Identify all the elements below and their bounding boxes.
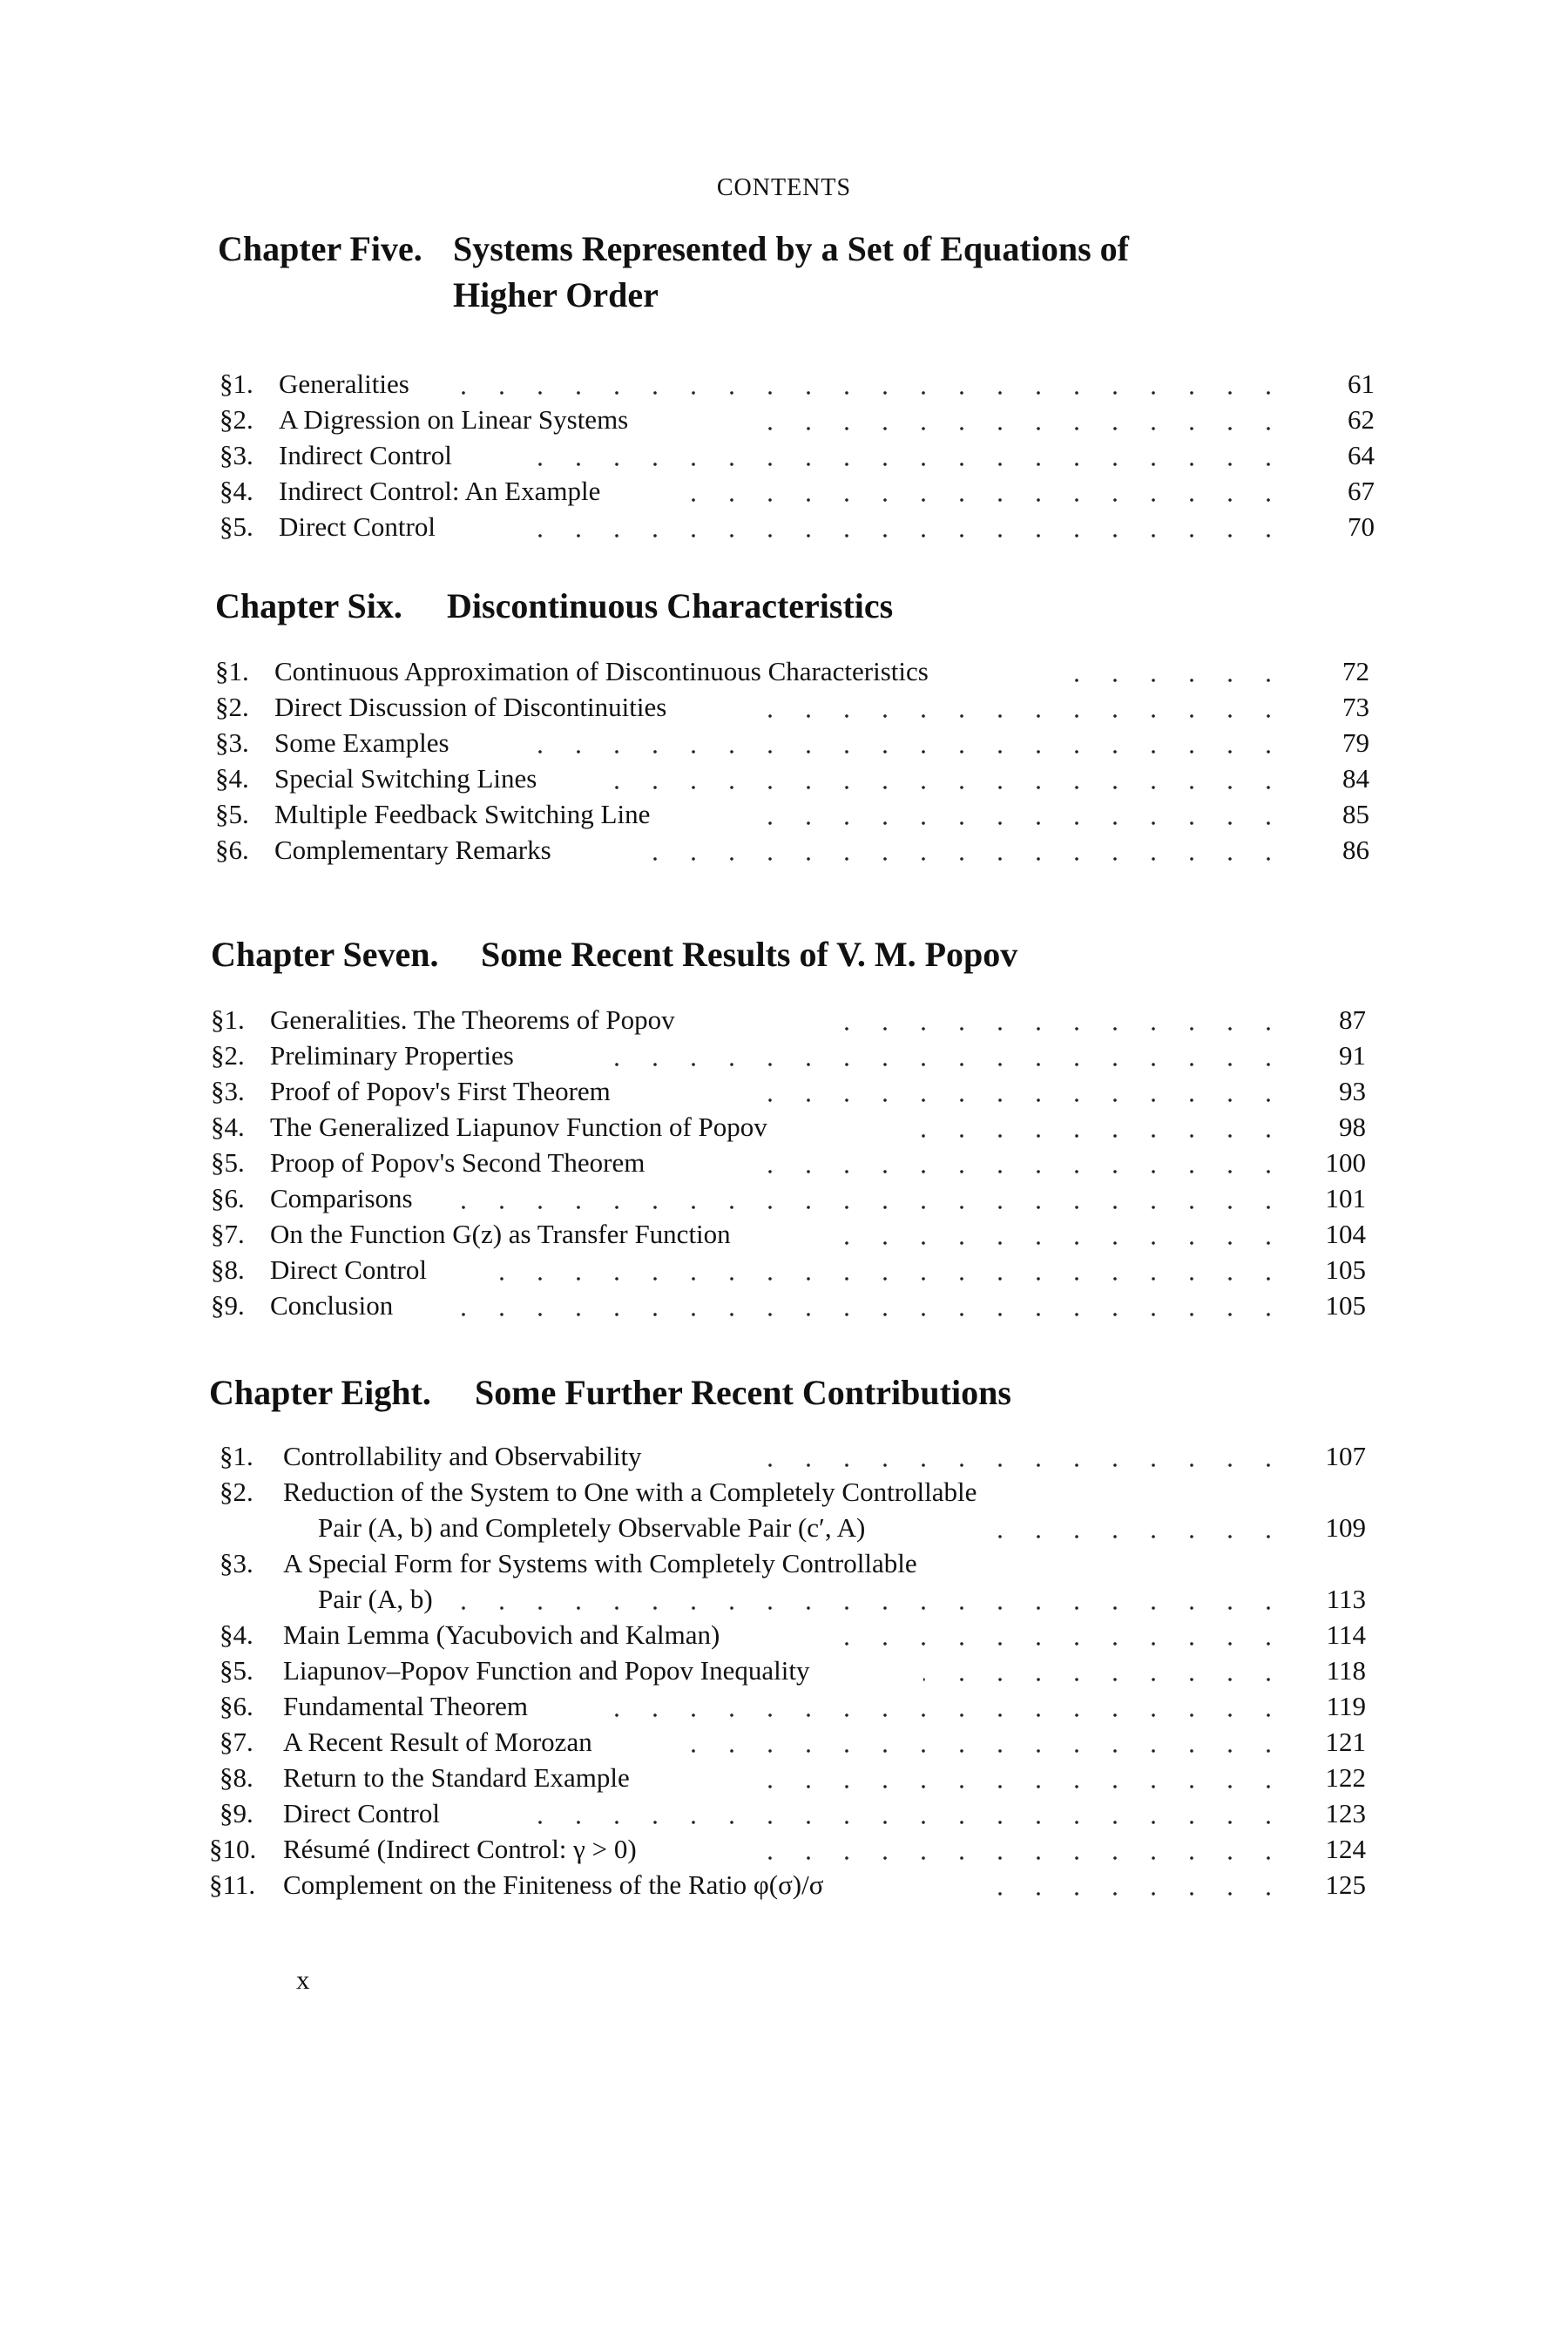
dot-leader [749,1856,1288,1860]
toc-entry[interactable] [0,1438,1568,1474]
toc-entry[interactable] [0,1145,1568,1180]
section-number: §6. [215,835,249,865]
toc-entry[interactable] [0,796,1568,832]
section-title-line1: Reduction of the System to One with a Completely Controllable [283,1477,977,1507]
page-number: 113 [1326,1584,1366,1614]
section-title: Preliminary Properties [270,1040,514,1071]
section-title: Complementary Remarks [274,835,551,865]
section-number: §1. [211,1004,245,1035]
toc-entry[interactable] [0,689,1568,725]
dot-leader [828,1642,1288,1646]
toc-entry[interactable] [0,1109,1568,1145]
section-title: Liapunov–Popov Function and Popov Inequality [283,1655,810,1686]
section-number: §9. [211,1290,245,1321]
chapter-heading [0,228,1568,333]
toc-entry[interactable] [0,366,1568,402]
toc-entry[interactable] [0,1037,1568,1073]
toc-entry[interactable] [0,473,1568,509]
section-number: §4. [220,476,253,506]
page-number: 67 [1348,476,1375,506]
section-title [283,1474,977,1545]
dot-leader [756,427,1288,430]
toc-entry[interactable] [0,1474,1568,1545]
page-number: 122 [1325,1762,1366,1793]
dot-leader [967,1535,1288,1538]
toc-entry[interactable] [0,1073,1568,1109]
section-title: Direct Control [270,1254,427,1285]
toc-entry[interactable] [0,1545,1568,1617]
chapter-label: Chapter Seven. [211,935,439,974]
chapter-heading [0,1372,1568,1424]
chapter-five [0,228,1568,544]
section-title: Direct Control [279,511,436,542]
chapter-title [453,228,1129,315]
page-number: 100 [1325,1147,1366,1178]
chapter-heading [0,585,1568,638]
section-title: Comparisons [270,1183,413,1213]
toc-entry[interactable] [0,1652,1568,1688]
dot-leader [923,1678,1288,1681]
dot-leader [592,1713,1288,1717]
toc-entry[interactable] [0,1724,1568,1760]
chapter-title: Some Further Recent Contributions [475,1373,1011,1412]
dot-leader [488,1277,1288,1281]
section-title: Conclusion [270,1290,394,1321]
dot-leader [523,750,1288,754]
page-number: 73 [1342,692,1369,722]
dot-leader [749,1785,1288,1788]
section-title-line1: A Special Form for Systems with Completely Controllable [283,1548,917,1578]
dot-leader [749,1170,1288,1173]
section-title: Return to the Standard Example [283,1762,630,1793]
section-title: A Digression on Linear Systems [279,404,629,435]
section-title: Direct Discussion of Discontinuities [274,692,667,722]
section-title: Multiple Feedback Switching Line [274,799,651,829]
section-number: §8. [211,1254,245,1285]
section-title: The Generalized Liapunov Function of Popov [270,1112,767,1142]
section-number: §4. [215,763,249,794]
page-number: 70 [1348,511,1375,542]
page-number: 125 [1325,1869,1366,1900]
chapter-label: Chapter Five. [218,229,422,268]
toc-entry[interactable] [0,832,1568,868]
page-number: 114 [1326,1619,1366,1650]
toc-entry[interactable] [0,725,1568,760]
section-number: §3. [215,727,249,758]
dot-leader [749,821,1288,825]
dot-leader [584,1063,1288,1066]
page-number: 62 [1348,404,1375,435]
section-title: Fundamental Theorem [283,1691,528,1721]
page-number: 87 [1339,1004,1366,1035]
dot-leader [523,463,1288,466]
dot-leader [627,857,1288,861]
dot-leader [460,391,1288,395]
section-number: §8. [220,1762,253,1793]
section-title: A Recent Result of Morozan [283,1727,592,1757]
section-number: §6. [220,1691,253,1721]
dot-leader [836,1241,1288,1245]
section-number: §2. [211,1040,245,1071]
page-number: 98 [1339,1112,1366,1142]
section-title: Main Lemma (Yacubovich and Kalman) [283,1619,720,1650]
chapter-title: Some Recent Results of V. M. Popov [481,935,1018,974]
toc-entry[interactable] [0,1795,1568,1831]
page-number: 123 [1325,1798,1366,1828]
section-number: §11. [209,1869,256,1900]
chapter-label: Chapter Six. [215,586,402,625]
page-number: 105 [1325,1254,1366,1285]
dot-leader [749,714,1288,718]
page-number: 86 [1342,835,1369,865]
dot-leader [523,1821,1288,1824]
dot-leader [453,1206,1288,1209]
section-number: §1. [220,368,253,399]
chapter-seven [0,934,1568,1323]
dot-leader [749,1098,1288,1102]
chapter-eight [0,1372,1568,1903]
section-number: §7. [211,1219,245,1249]
page-number: 79 [1342,727,1369,758]
dot-leader [1071,679,1288,682]
section-number: §5. [211,1147,245,1178]
section-number: §7. [220,1727,253,1757]
page-number: 91 [1339,1040,1366,1071]
toc-entry[interactable] [0,1831,1568,1867]
chapter-label: Chapter Eight. [209,1373,431,1412]
section-number: §3. [220,1548,253,1578]
dot-leader [889,1134,1288,1138]
toc-entry[interactable] [0,1252,1568,1288]
dot-leader [679,1749,1288,1753]
chapter-title-line2: Higher Order [453,275,659,314]
page-number: 64 [1348,440,1375,470]
section-number: §1. [215,656,249,686]
toc-entry[interactable] [0,402,1568,437]
section-number: §5. [220,511,253,542]
section-number: §2. [220,1477,253,1507]
page-number: 101 [1325,1183,1366,1213]
dot-leader [601,786,1288,789]
dot-leader [523,534,1288,537]
section-title: Continuous Approximation of Discontinuous Characteristics [274,656,929,686]
section-title: On the Function G(z) as Transfer Function [270,1219,731,1249]
dot-leader [810,1027,1288,1031]
section-title: Controllability and Observability [283,1441,642,1471]
section-title: Special Switching Lines [274,763,537,794]
page-folio: x [296,1964,310,1995]
toc-entry[interactable] [0,1216,1568,1252]
section-number: §5. [215,799,249,829]
toc-entry[interactable] [0,1867,1568,1903]
section-number: §6. [211,1183,245,1213]
section-number: §3. [220,440,253,470]
toc-entry[interactable] [0,1288,1568,1323]
section-number: §9. [220,1798,253,1828]
page-number: 119 [1326,1691,1366,1721]
dot-leader [462,1606,1288,1610]
section-title-line2: Pair (A, b) [318,1584,433,1614]
toc-entry[interactable] [0,509,1568,544]
page-number: 109 [1325,1512,1366,1543]
dot-leader [453,1313,1288,1316]
toc-entry[interactable] [0,437,1568,473]
page-number: 85 [1342,799,1369,829]
toc-entry[interactable] [0,653,1568,689]
toc-entry[interactable] [0,1688,1568,1724]
section-title: Proof of Popov's First Theorem [270,1076,611,1106]
page-number: 118 [1326,1655,1366,1686]
page-number: 93 [1339,1076,1366,1106]
section-number: §2. [215,692,249,722]
section-title: Generalities [279,368,409,399]
chapter-title-line1: Systems Represented by a Set of Equations of [453,229,1129,268]
section-title: Résumé (Indirect Control: γ > 0) [283,1834,637,1864]
page-number: 105 [1325,1290,1366,1321]
toc-entry[interactable] [0,1180,1568,1216]
section-title: Proop of Popov's Second Theorem [270,1147,645,1178]
dot-leader [984,1892,1288,1896]
page-number: 121 [1325,1727,1366,1757]
dot-leader [679,498,1288,502]
page-number: 124 [1325,1834,1366,1864]
chapter-title: Discontinuous Characteristics [447,586,894,625]
page-number: 107 [1325,1441,1366,1471]
section-number: §5. [220,1655,253,1686]
page-number: 104 [1325,1219,1366,1249]
section-title: Complement on the Finiteness of the Ratio φ(σ)/σ [283,1869,824,1900]
section-number: §2. [220,404,253,435]
toc-entry[interactable] [0,1002,1568,1037]
section-number: §4. [211,1112,245,1142]
toc-entry[interactable] [0,1760,1568,1795]
section-number: §10. [209,1834,257,1864]
chapter-six [0,585,1568,868]
page-number: 84 [1342,763,1369,794]
dot-leader [749,1463,1288,1467]
page-number: 61 [1348,368,1375,399]
section-title: Indirect Control: An Example [279,476,601,506]
section-number: §4. [220,1619,253,1650]
section-title: Some Examples [274,727,449,758]
page-number: 72 [1342,656,1369,686]
toc-entry[interactable] [0,1617,1568,1652]
chapter-heading [0,934,1568,986]
page-header: CONTENTS [716,174,852,201]
section-title: Generalities. The Theorems of Popov [270,1004,675,1035]
toc-entry[interactable] [0,760,1568,796]
section-number: §1. [220,1441,253,1471]
section-title: Indirect Control [279,440,452,470]
section-title-line2: Pair (A, b) and Completely Observable Pair (c′, A) [318,1512,866,1543]
section-title: Direct Control [283,1798,440,1828]
section-number: §3. [211,1076,245,1106]
